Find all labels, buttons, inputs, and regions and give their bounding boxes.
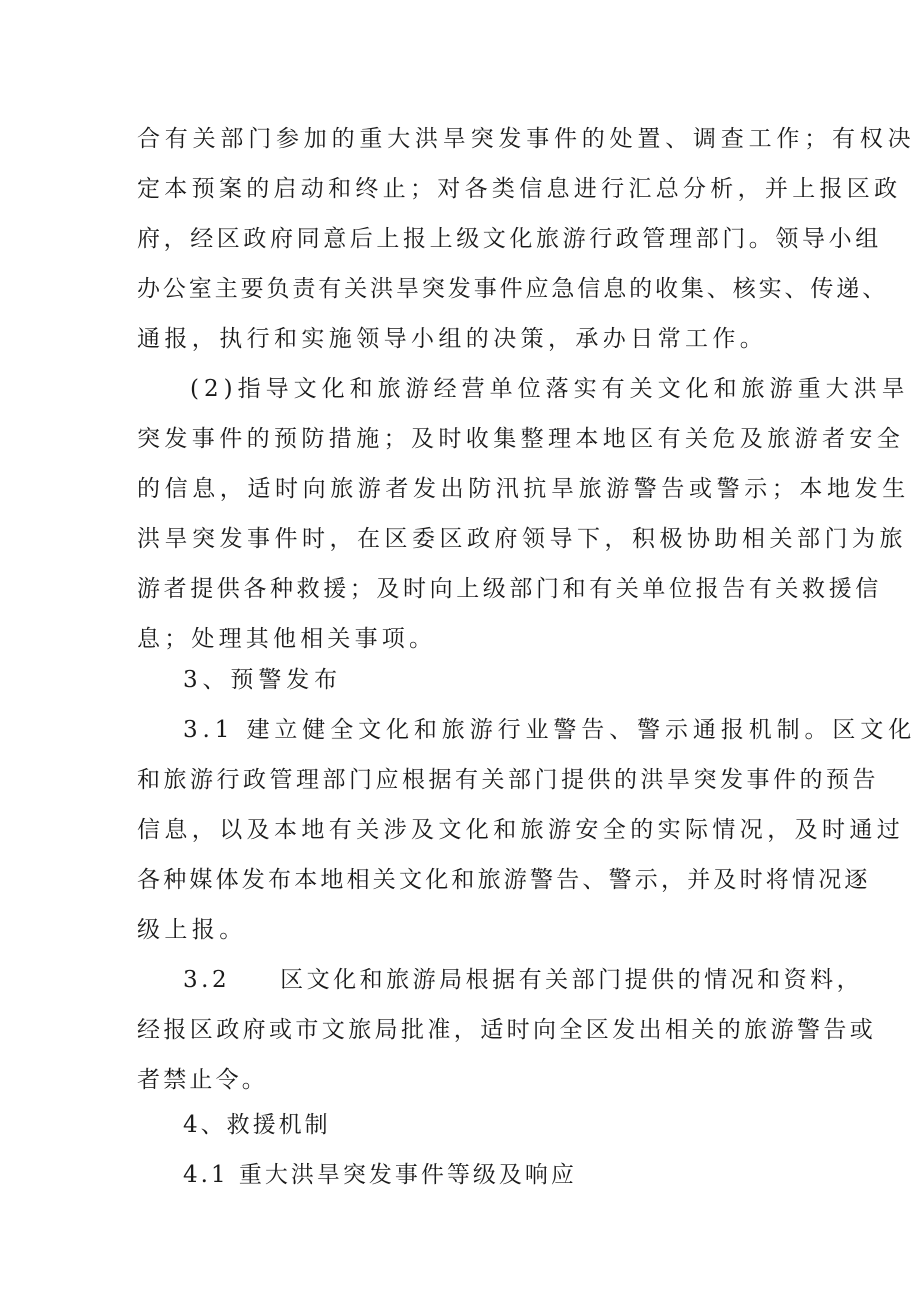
section-heading: 4、救援机制 (183, 1112, 331, 1138)
clause-text: 区文化和旅游局根据有关部门提供的情况和资料， (280, 967, 864, 993)
paragraph-line: 游者提供各种救援；及时向上级部门和有关单位报告有关救援信 (137, 576, 882, 602)
paragraph-line: 3.1 建立健全文化和旅游行业警告、警示通报机制。区文化 (183, 717, 917, 743)
paragraph-line: 息；处理其他相关事项。 (137, 626, 437, 652)
paragraph-line: 洪旱突发事件时，在区委区政府领导下，积极协助相关部门为旅 (137, 526, 907, 552)
paragraph-line: 办公室主要负责有关洪旱突发事件应急信息的收集、核实、传递、 (137, 276, 889, 302)
paragraph-line: 突发事件的预防措施；及时收集整理本地区有关危及旅游者安全 (137, 426, 905, 452)
paragraph-line: 定本预案的启动和终止；对各类信息进行汇总分析，并上报区政 (137, 176, 902, 202)
paragraph-line: 通报，执行和实施领导小组的决策，承办日常工作。 (137, 326, 768, 352)
paragraph-line: 的信息，适时向旅游者发出防汛抗旱旅游警告或警示；本地发生 (137, 476, 910, 502)
subsection-heading: 4.1 重大洪旱突发事件等级及响应 (183, 1162, 577, 1188)
paragraph-line: 府，经区政府同意后上报上级文化旅游行政管理部门。领导小组 (137, 226, 882, 252)
paragraph-line: 信息，以及本地有关涉及文化和旅游安全的实际情况，及时通过 (137, 817, 905, 843)
paragraph-line: 合有关部门参加的重大洪旱突发事件的处置、调查工作；有权决 (137, 126, 916, 152)
paragraph-line: 者禁止令。 (137, 1067, 268, 1093)
section-heading: 3、预警发布 (183, 667, 343, 693)
paragraph-line: (2)指导文化和旅游经营单位落实有关文化和旅游重大洪旱 (190, 376, 910, 402)
paragraph-line: 级上报。 (137, 917, 247, 943)
clause-number: 3.2 (183, 967, 231, 993)
paragraph-line (183, 960, 863, 1000)
paragraph-line: 各种媒体发布本地相关文化和旅游警告、警示，并及时将情况逐 (137, 867, 871, 893)
paragraph-line: 和旅游行政管理部门应根据有关部门提供的洪旱突发事件的预告 (137, 767, 879, 793)
paragraph-line: 经报区政府或市文旅局批准，适时向全区发出相关的旅游警告或 (137, 1017, 877, 1043)
